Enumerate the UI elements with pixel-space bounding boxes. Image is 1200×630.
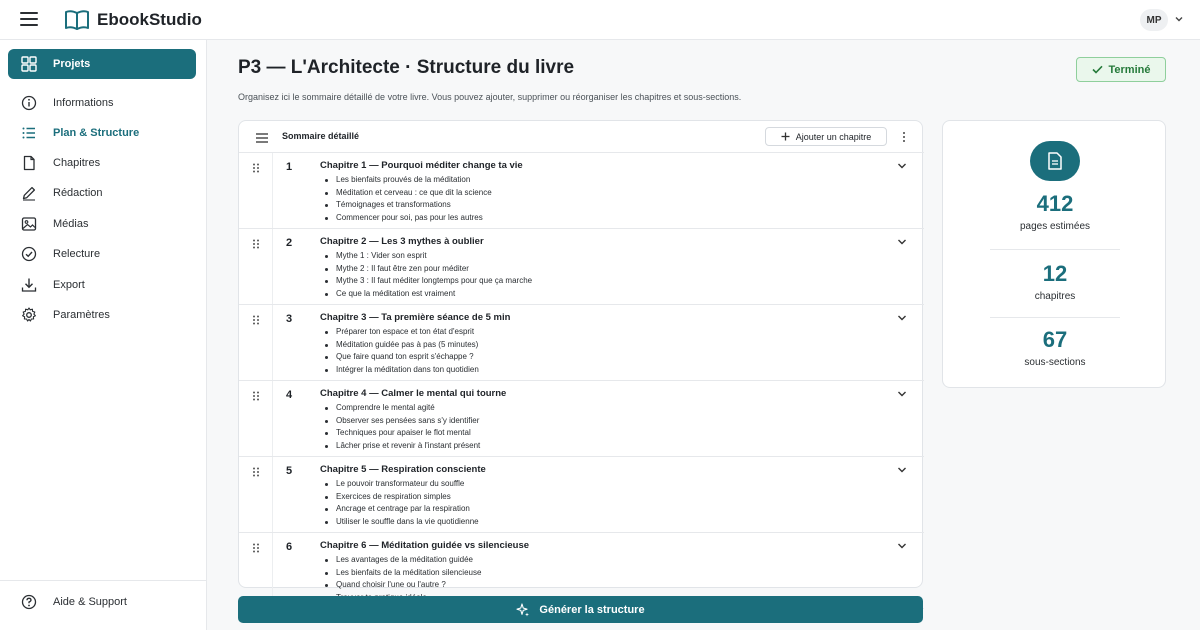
drag-handle-icon[interactable]	[252, 543, 260, 553]
document-icon	[21, 155, 37, 171]
chapter-title[interactable]: Chapitre 3 — Ta première séance de 5 min	[320, 312, 511, 323]
sidebar-item-label: Rédaction	[53, 187, 103, 199]
add-chapter-button[interactable]	[765, 127, 887, 146]
row-separator	[272, 457, 273, 532]
pages-value: 412	[1036, 191, 1074, 216]
sidebar-item-label: Relecture	[53, 248, 101, 260]
subsection-item[interactable]: Les bienfaits de la méditation silencieuse	[320, 567, 481, 580]
drag-handle-icon[interactable]	[252, 239, 260, 249]
gear-icon	[21, 307, 37, 323]
chapters-label: chapitres	[1034, 291, 1076, 302]
drag-handle-icon[interactable]	[252, 391, 260, 401]
chapter-number: 6	[286, 541, 293, 553]
subsections-value: 67	[1042, 327, 1068, 352]
sidebar-item-help[interactable]	[8, 588, 196, 616]
subsection-item[interactable]: Observer ses pensées sans s'y identifier	[320, 415, 480, 428]
chapter-row[interactable]	[239, 153, 924, 229]
subsection-item[interactable]: Utiliser le souffle dans la vie quotidienne	[320, 516, 479, 529]
generate-label: Générer la structure	[539, 603, 645, 616]
stats-icon	[1030, 141, 1080, 181]
subsection-item[interactable]: Lâcher prise et revenir à l'instant présent	[320, 440, 480, 453]
subsection-item[interactable]: Quand choisir l'une ou l'autre ?	[320, 579, 481, 592]
subsection-item[interactable]: Ancrage et centrage par la respiration	[320, 503, 479, 516]
sidebar-item-chapitres[interactable]	[8, 149, 196, 177]
chapter-number: 4	[286, 389, 293, 401]
sidebar-item-plan-structure[interactable]	[8, 119, 196, 147]
chapter-number: 5	[286, 465, 293, 477]
subsection-item[interactable]: Mythe 3 : Il faut méditer longtemps pour que ça marche	[320, 275, 532, 288]
chevron-down-icon[interactable]	[1174, 14, 1184, 24]
chevron-down-icon[interactable]	[897, 314, 907, 322]
chapters-value: 12	[1042, 261, 1068, 286]
subsection-list	[320, 478, 479, 528]
status-badge	[1076, 57, 1166, 82]
subsection-item[interactable]: Exercices de respiration simples	[320, 491, 479, 504]
chapter-number: 1	[286, 161, 293, 173]
subsection-item[interactable]: Intégrer la méditation dans ton quotidien	[320, 364, 479, 377]
sidebar	[0, 40, 207, 630]
chapter-row[interactable]	[239, 229, 924, 305]
subsection-item[interactable]: Techniques pour apaiser le flot mental	[320, 427, 480, 440]
subsection-item[interactable]: Mythe 1 : Vider son esprit	[320, 250, 532, 263]
sidebar-item-label: Export	[53, 279, 85, 291]
plus-icon	[781, 132, 790, 141]
subsection-item[interactable]: Ce que la méditation est vraiment	[320, 288, 532, 301]
drag-handle-icon[interactable]	[252, 315, 260, 325]
chapter-list	[239, 153, 924, 609]
sidebar-item-informations[interactable]	[8, 89, 196, 117]
subsection-item[interactable]: Les avantages de la méditation guidée	[320, 554, 481, 567]
sidebar-item-label: Paramètres	[53, 309, 110, 321]
chapter-title[interactable]: Chapitre 5 — Respiration consciente	[320, 464, 486, 475]
more-options-icon[interactable]	[897, 129, 911, 145]
subsection-item[interactable]: Le pouvoir transformateur du souffle	[320, 478, 479, 491]
grid-icon	[21, 56, 37, 72]
menu-icon[interactable]	[20, 12, 38, 28]
chevron-down-icon[interactable]	[897, 542, 907, 550]
check-circle-icon	[21, 246, 37, 262]
chevron-down-icon[interactable]	[897, 238, 907, 246]
sidebar-item-redaction[interactable]	[8, 179, 196, 207]
sidebar-item-label: Aide & Support	[53, 596, 127, 608]
subsection-item[interactable]: Comprendre le mental agité	[320, 402, 480, 415]
subsection-list	[320, 326, 479, 376]
chapter-title[interactable]: Chapitre 6 — Méditation guidée vs silencieuse	[320, 540, 530, 551]
sparkles-icon	[516, 603, 530, 617]
subsection-item[interactable]: Les bienfaits prouvés de la méditation	[320, 174, 492, 187]
page-title: P3 — L'Architecte · Structure du livre	[238, 57, 575, 78]
row-separator	[272, 381, 273, 456]
chapter-number: 3	[286, 313, 293, 325]
chapter-number: 2	[286, 237, 293, 249]
pen-icon	[21, 185, 37, 201]
subsection-item[interactable]: Témoignages et transformations	[320, 199, 492, 212]
sidebar-item-projets[interactable]	[8, 49, 196, 79]
check-icon	[1092, 65, 1103, 74]
subsection-item[interactable]: Méditation et cerveau : ce que dit la science	[320, 187, 492, 200]
outline-panel	[238, 120, 923, 588]
stats-card	[942, 120, 1166, 388]
sidebar-item-label: Informations	[53, 97, 114, 109]
stats-divider	[990, 317, 1120, 318]
sidebar-item-label: Chapitres	[53, 157, 101, 169]
drag-handle-icon[interactable]	[252, 163, 260, 173]
outline-title: Sommaire détaillé	[282, 131, 360, 141]
list-icon	[21, 125, 37, 141]
generate-structure-button[interactable]	[238, 596, 923, 623]
download-icon	[21, 277, 37, 293]
subsections-label: sous-sections	[1024, 357, 1086, 368]
chapter-row[interactable]	[239, 381, 924, 457]
subsection-item[interactable]: Méditation guidée pas à pas (5 minutes)	[320, 339, 479, 352]
row-separator	[272, 153, 273, 228]
info-icon	[21, 95, 37, 111]
stats-divider	[990, 249, 1120, 250]
subsection-list	[320, 174, 492, 224]
add-chapter-label: Ajouter un chapitre	[795, 131, 872, 142]
sidebar-item-relecture[interactable]	[8, 240, 196, 268]
drag-handle-icon[interactable]	[252, 467, 260, 477]
chevron-down-icon[interactable]	[897, 162, 907, 170]
image-icon	[21, 216, 37, 232]
chapter-title[interactable]: Chapitre 1 — Pourquoi méditer change ta vie	[320, 160, 523, 171]
sidebar-item-label: Plan & Structure	[53, 127, 140, 139]
app-title: EbookStudio	[97, 10, 202, 29]
chevron-down-icon[interactable]	[897, 390, 907, 398]
sidebar-item-medias[interactable]	[8, 210, 196, 238]
document-icon	[1047, 152, 1063, 170]
sidebar-item-parametres[interactable]	[8, 301, 196, 329]
chapter-row[interactable]	[239, 457, 924, 533]
row-separator	[272, 229, 273, 304]
chapter-title[interactable]: Chapitre 2 — Les 3 mythes à oublier	[320, 236, 484, 247]
sidebar-item-label: Médias	[53, 218, 89, 230]
sidebar-item-export[interactable]	[8, 271, 196, 299]
chapter-row[interactable]	[239, 305, 924, 381]
status-label: Terminé	[1108, 63, 1151, 76]
menu-lines-icon	[256, 133, 268, 143]
top-bar	[0, 0, 1200, 40]
subsection-item[interactable]: Que faire quand ton esprit s'échappe ?	[320, 351, 479, 364]
subsection-item[interactable]: Mythe 2 : Il faut être zen pour méditer	[320, 263, 532, 276]
sidebar-item-label: Projets	[53, 58, 91, 70]
sidebar-divider	[0, 580, 206, 581]
subsection-list	[320, 250, 532, 300]
chapter-title[interactable]: Chapitre 4 — Calmer le mental qui tourne	[320, 388, 507, 399]
subsection-list	[320, 402, 480, 452]
subsection-item[interactable]: Commencer pour soi, pas pour les autres	[320, 212, 492, 225]
page-description: Organisez ici le sommaire détaillé de votre livre. Vous pouvez ajouter, supprimer ou réorganiser les chapitres et sous-sections.	[238, 92, 742, 102]
outline-header	[239, 121, 924, 153]
book-logo-icon	[64, 9, 90, 31]
avatar[interactable]: MP	[1140, 9, 1168, 31]
pages-label: pages estimées	[1019, 221, 1091, 232]
row-separator	[272, 305, 273, 380]
chevron-down-icon[interactable]	[897, 466, 907, 474]
subsection-item[interactable]: Préparer ton espace et ton état d'esprit	[320, 326, 479, 339]
help-circle-icon	[21, 594, 37, 610]
